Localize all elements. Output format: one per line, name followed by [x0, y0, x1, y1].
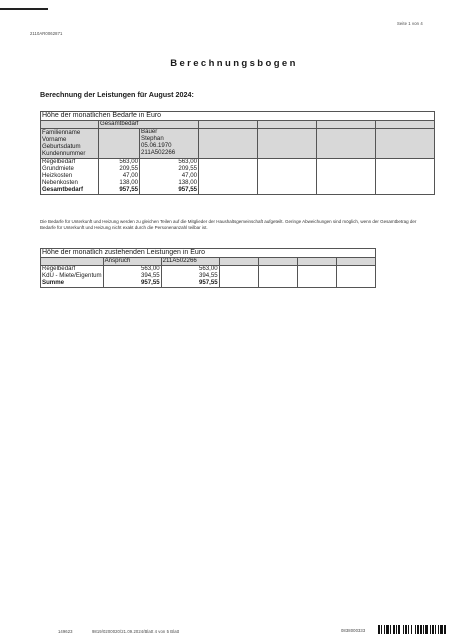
document-title: Berechnungsbogen — [170, 58, 298, 69]
footer-left-code: 149623 — [58, 629, 73, 634]
person-first-name: Stephan — [141, 134, 164, 142]
benefit-total-values — [103, 265, 161, 287]
benefit-person-kdu: 394,55 — [198, 271, 218, 279]
person-family-name: Bauer — [141, 128, 158, 135]
reference-number: 2110AR0062871 — [30, 31, 63, 36]
label-first-name: Vorname — [42, 136, 67, 144]
row-label-nebenkosten: Nebenkosten — [42, 178, 78, 186]
total-need-header: Gesamtbedarf — [99, 121, 199, 129]
benefit-row-labels — [41, 265, 104, 287]
benefits-table-caption: Höhe der monatlich zustehenden Leistungen in Euro — [41, 249, 376, 258]
person-details — [140, 128, 199, 158]
calculation-heading: Berechnung der Leistungen für August 2024: — [40, 90, 194, 99]
row-label-grundmiete: Grundmiete — [42, 164, 74, 172]
person-nebenkosten: 138,00 — [178, 178, 197, 186]
total-regelbedarf: 563,00 — [119, 158, 138, 165]
barcode — [378, 625, 458, 634]
total-heizkosten: 47,00 — [122, 171, 138, 179]
barcode-bar — [444, 625, 446, 634]
need-total-values — [99, 158, 140, 194]
person-grundmiete: 209,55 — [178, 164, 197, 172]
row-label-heizkosten: Heizkosten — [42, 171, 73, 179]
benefit-person-summe: 957,55 — [198, 278, 218, 286]
needs-table-caption: Höhe der monatlichen Bedarfe in Euro — [41, 112, 435, 121]
label-birth-date: Geburtsdatum — [42, 143, 81, 151]
row-label-gesamtbedarf: Gesamtbedarf — [42, 185, 83, 193]
footer-print-info: 9819/0200020/21.09.2024/Blatt 4 von 5 Blatt — [92, 629, 180, 634]
person-gesamtbedarf: 957,55 — [178, 185, 197, 193]
need-person-values — [140, 158, 199, 194]
benefit-total-summe: 957,55 — [140, 278, 160, 286]
label-family-name: Familienname — [42, 129, 81, 137]
needs-table — [40, 111, 435, 195]
benefit-label-regelbedarf: Regelbedarf — [42, 265, 76, 272]
benefit-total-kdu: 394,55 — [140, 271, 160, 279]
benefit-person-regelbedarf: 563,00 — [198, 265, 218, 272]
allocation-note: Die Bedarfe für Unterkunft und Heizung werden zu gleichen Teilen auf die Mitglieder der Haushaltsgemeinschaft aufgeteilt. Geringe Abweichungen sind möglich, wenn der Gesamtbetrag der Bedarfe für Unterkunft und Heizung nicht exakt durch die Personenanzahl teilbar ist. — [40, 219, 417, 230]
total-nebenkosten: 138,00 — [119, 178, 138, 186]
label-customer-number: Kundennummer — [42, 150, 86, 157]
person-regelbedarf: 563,00 — [178, 158, 197, 165]
row-label-regelbedarf: Regelbedarf — [42, 158, 76, 165]
total-gesamtbedarf: 957,55 — [119, 185, 138, 193]
person-birth-date: 05.06.1970 — [141, 141, 172, 149]
benefit-total-regelbedarf: 563,00 — [140, 265, 160, 272]
total-grundmiete: 209,55 — [119, 164, 138, 172]
footer-right-code: 0838000333 — [341, 628, 366, 633]
benefit-label-kdu: KdU - Miete/Eigentum — [42, 271, 102, 279]
benefit-label-summe: Summe — [42, 278, 65, 286]
top-edge-line — [0, 8, 48, 10]
customer-number-header: 211A502266 — [161, 258, 219, 266]
benefits-table — [40, 248, 376, 288]
person-customer-number: 211A502266 — [141, 148, 176, 156]
page-number: Seite 1 von 4 — [397, 21, 423, 26]
person-labels — [41, 128, 99, 158]
benefit-person-values — [161, 265, 219, 287]
entitlement-header: Anspruch — [103, 258, 161, 266]
need-row-labels — [41, 158, 99, 194]
person-heizkosten: 47,00 — [181, 171, 197, 179]
